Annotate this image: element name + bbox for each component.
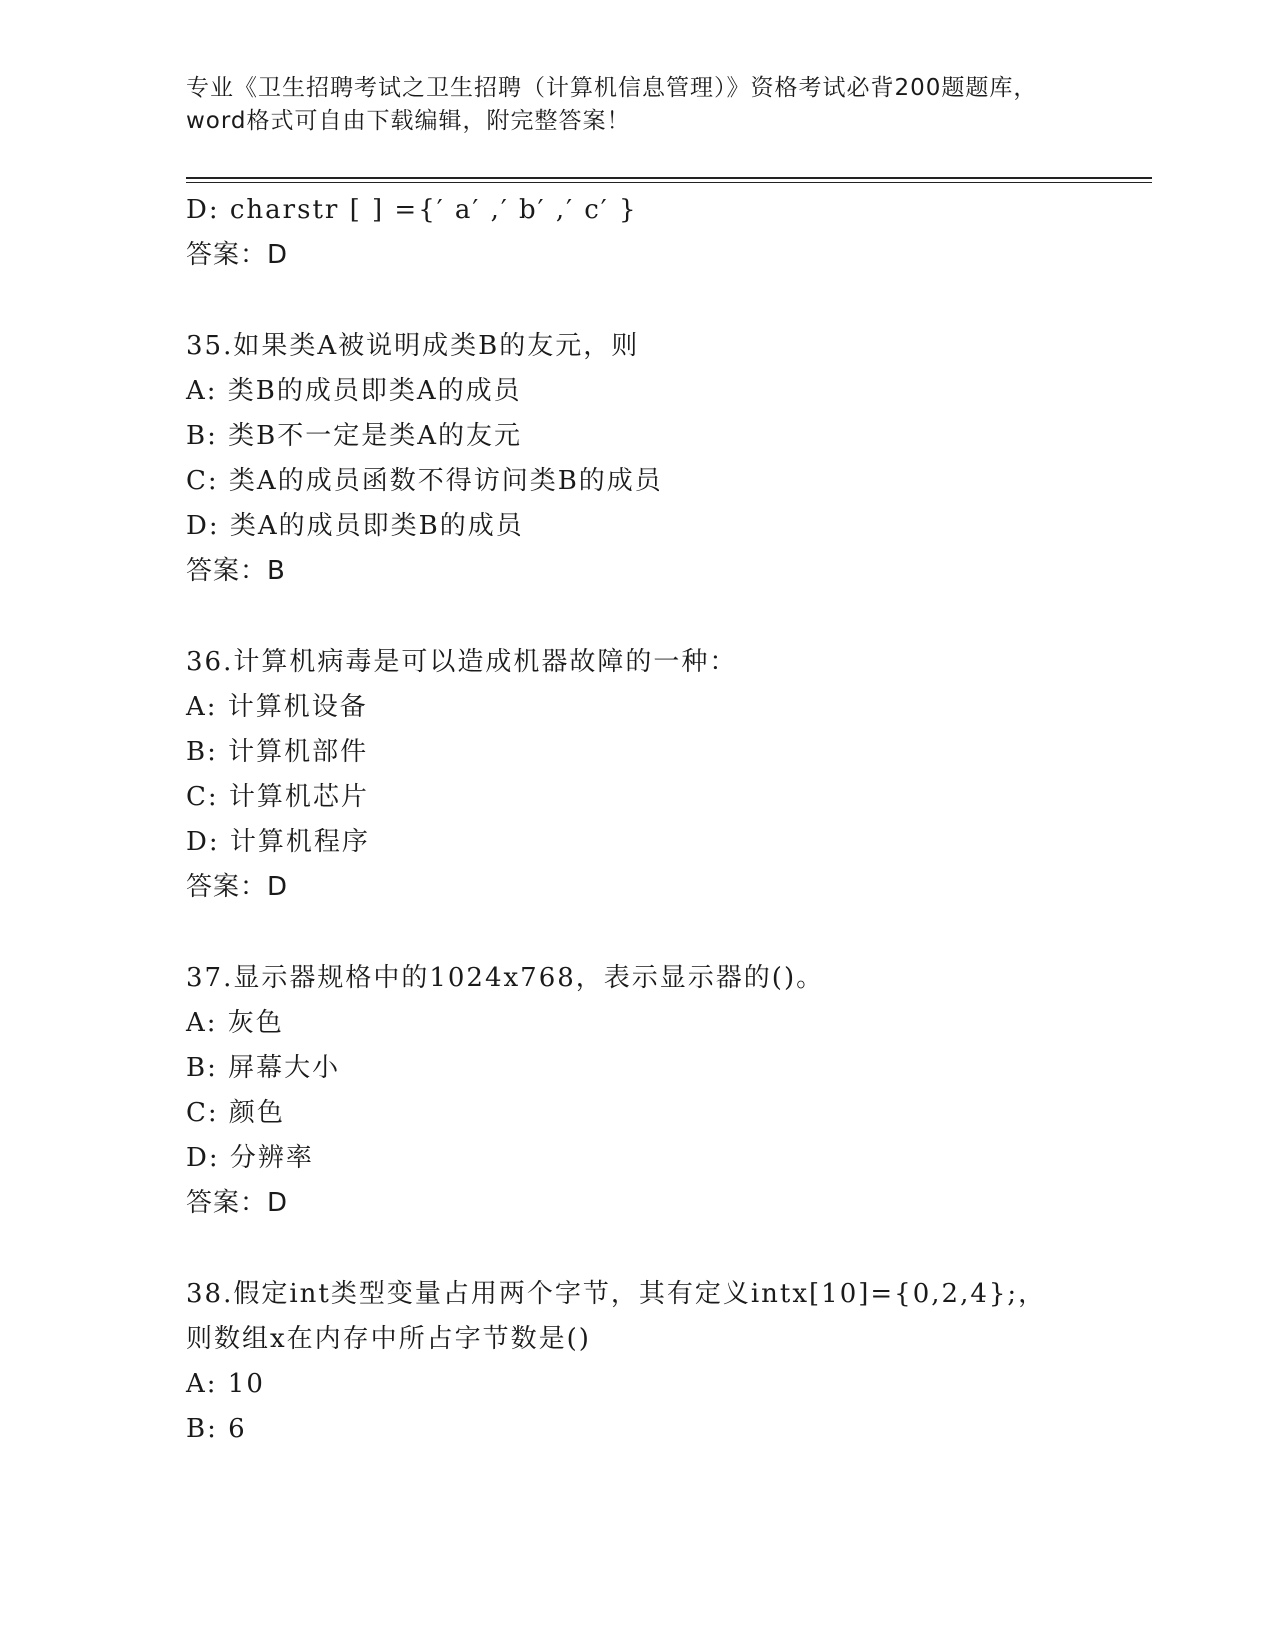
header-line-2: word格式可自由下载编辑，附完整答案！ (186, 108, 631, 134)
header-rule-thin (186, 182, 1152, 183)
question-37 (186, 956, 1146, 1226)
option-b: B: 类B不一定是类A的友元 (186, 421, 523, 451)
option-d: D: 分辨率 (186, 1143, 314, 1173)
header-line-1: 专业《卫生招聘考试之卫生招聘（计算机信息管理）》资格考试必背200题题库， (186, 75, 1038, 101)
question-stem-line-1: 38.假定int类型变量占用两个字节，其有定义intx[10]={0,2,4};， (186, 1279, 1047, 1309)
answer: 答案：D (186, 240, 289, 270)
option-a: A: 灰色 (186, 1008, 284, 1038)
question-38 (186, 1272, 1146, 1452)
question-stem: 35.如果类A被说明成类B的友元，则 (186, 331, 640, 361)
option-c: C: 类A的成员函数不得访问类B的成员 (186, 466, 663, 496)
answer: 答案：D (186, 872, 289, 902)
option-d: D: 计算机程序 (186, 827, 370, 857)
option-c: C: 颜色 (186, 1098, 285, 1128)
option-b: B: 计算机部件 (186, 737, 369, 767)
document-header (186, 72, 1086, 138)
answer: 答案：B (186, 556, 286, 586)
question-stem-line-2: 则数组x在内存中所占字节数是() (186, 1324, 591, 1354)
option-c: C: 计算机芯片 (186, 782, 369, 812)
option-a: A: 10 (186, 1369, 265, 1399)
previous-question-tail (186, 188, 1146, 278)
header-rule-thick (186, 177, 1152, 179)
question-stem: 37.显示器规格中的1024x768，表示显示器的()。 (186, 963, 825, 993)
option-a: A: 计算机设备 (186, 692, 368, 722)
question-stem: 36.计算机病毒是可以造成机器故障的一种： (186, 647, 738, 677)
question-36 (186, 640, 1146, 910)
option-b: B: 屏幕大小 (186, 1053, 341, 1083)
option-d: D: 类A的成员即类B的成员 (186, 511, 524, 541)
option-d: D: charstr [ ] ={′ a′ ,′ b′ ,′ c′ } (186, 195, 638, 225)
question-35 (186, 324, 1146, 594)
option-b: B: 6 (186, 1414, 247, 1444)
option-a: A: 类B的成员即类A的成员 (186, 376, 522, 406)
answer: 答案：D (186, 1188, 289, 1218)
question-list (186, 188, 1146, 1452)
